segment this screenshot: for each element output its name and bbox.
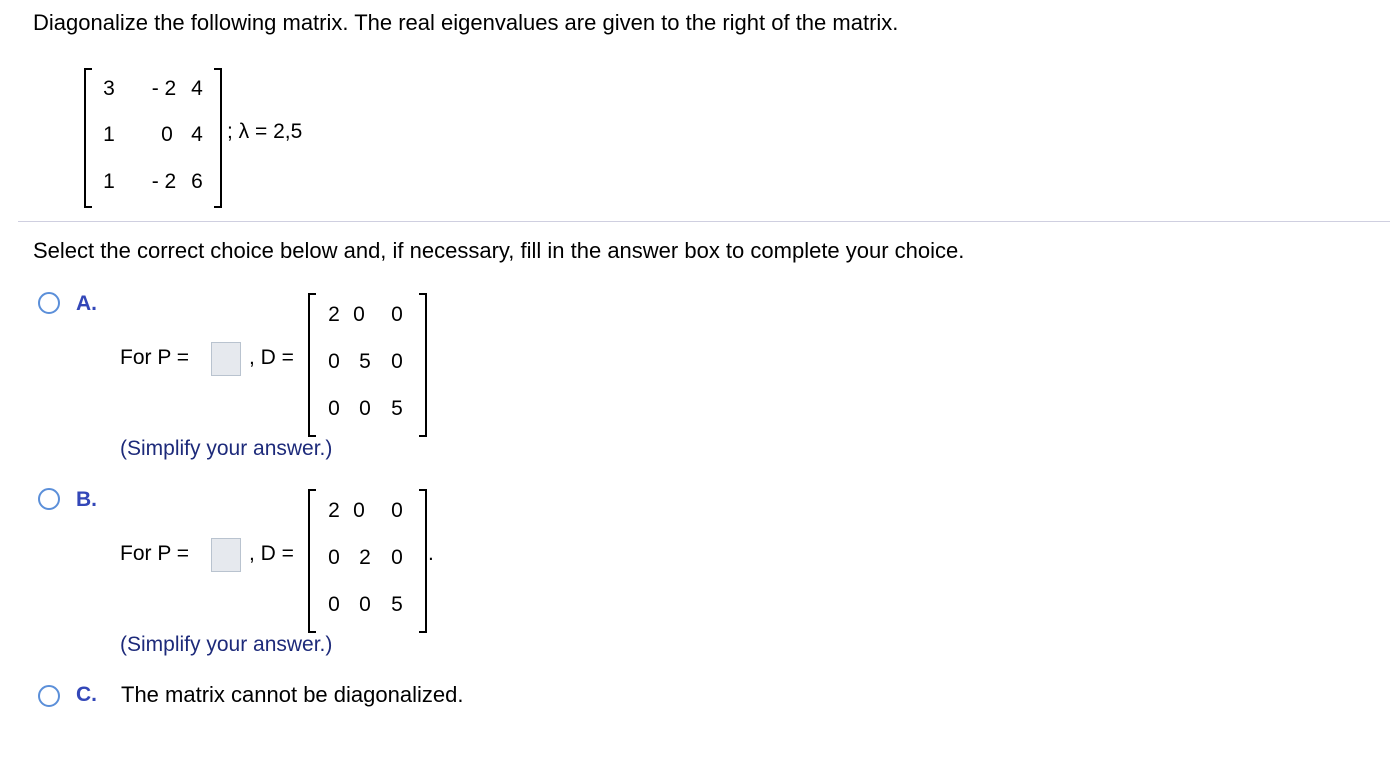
option-b-radio[interactable] — [38, 488, 60, 510]
option-a-for-p-label: For P = — [120, 346, 190, 369]
matrix-right-bracket — [214, 68, 222, 208]
option-b-d-cell: 0 — [328, 546, 340, 569]
matrix-cell: 6 — [191, 170, 203, 193]
option-a-d-cell: 0 — [328, 350, 340, 373]
option-b-suffix: . — [428, 542, 434, 565]
option-a-d-cell: 0 — [328, 397, 340, 420]
option-b-d-cell: 0 — [353, 499, 365, 522]
eigenvalues-label: ; λ = 2,5 — [227, 120, 303, 143]
option-a-matrix-right-bracket — [419, 293, 427, 437]
option-a-d-cell: 0 — [359, 397, 371, 420]
option-a-d-label: , D = — [249, 346, 294, 369]
option-a-letter: A. — [76, 292, 97, 315]
option-c-radio[interactable] — [38, 685, 60, 707]
option-a-d-cell: 0 — [353, 303, 365, 326]
option-b-for-p-label: For P = — [120, 542, 190, 565]
option-a-d-cell: 0 — [391, 303, 403, 326]
option-b-letter: B. — [76, 488, 97, 511]
option-a-d-cell: 2 — [328, 303, 340, 326]
option-b-d-cell: 0 — [359, 593, 371, 616]
option-a-d-cell: 0 — [391, 350, 403, 373]
option-b-p-answer-box[interactable] — [211, 538, 241, 572]
matrix-left-bracket — [84, 68, 92, 208]
option-a-matrix-left-bracket — [308, 293, 316, 437]
option-b-matrix-left-bracket — [308, 489, 316, 633]
option-a-p-answer-box[interactable] — [211, 342, 241, 376]
option-c-letter: C. — [76, 683, 97, 706]
matrix-cell: 3 — [103, 77, 115, 100]
matrix-cell: 4 — [191, 77, 203, 100]
option-b-matrix-right-bracket — [419, 489, 427, 633]
option-a-radio[interactable] — [38, 292, 60, 314]
divider — [18, 221, 1390, 222]
option-a-simplify-hint: (Simplify your answer.) — [120, 437, 333, 460]
option-b-d-cell: 2 — [359, 546, 371, 569]
option-b-d-label: , D = — [249, 542, 294, 565]
matrix-cell: 1 — [103, 170, 115, 193]
question-text: Diagonalize the following matrix. The real eigenvalues are given to the right of the matrix. — [33, 10, 899, 35]
instruction-text: Select the correct choice below and, if necessary, fill in the answer box to complete your choice. — [33, 238, 965, 263]
option-b-d-cell: 5 — [391, 593, 403, 616]
option-b-d-cell: 0 — [391, 499, 403, 522]
matrix-cell: 0 — [161, 123, 173, 146]
option-a-d-cell: 5 — [359, 350, 371, 373]
matrix-cell: 4 — [191, 123, 203, 146]
matrix-cell: - 2 — [151, 77, 177, 100]
matrix-cell: - 2 — [151, 170, 177, 193]
option-b-d-cell: 0 — [328, 593, 340, 616]
option-a-d-cell: 5 — [391, 397, 403, 420]
option-b-d-cell: 0 — [391, 546, 403, 569]
option-c-text: The matrix cannot be diagonalized. — [121, 682, 464, 707]
matrix-cell: 1 — [103, 123, 115, 146]
option-b-simplify-hint: (Simplify your answer.) — [120, 633, 333, 656]
option-b-d-cell: 2 — [328, 499, 340, 522]
